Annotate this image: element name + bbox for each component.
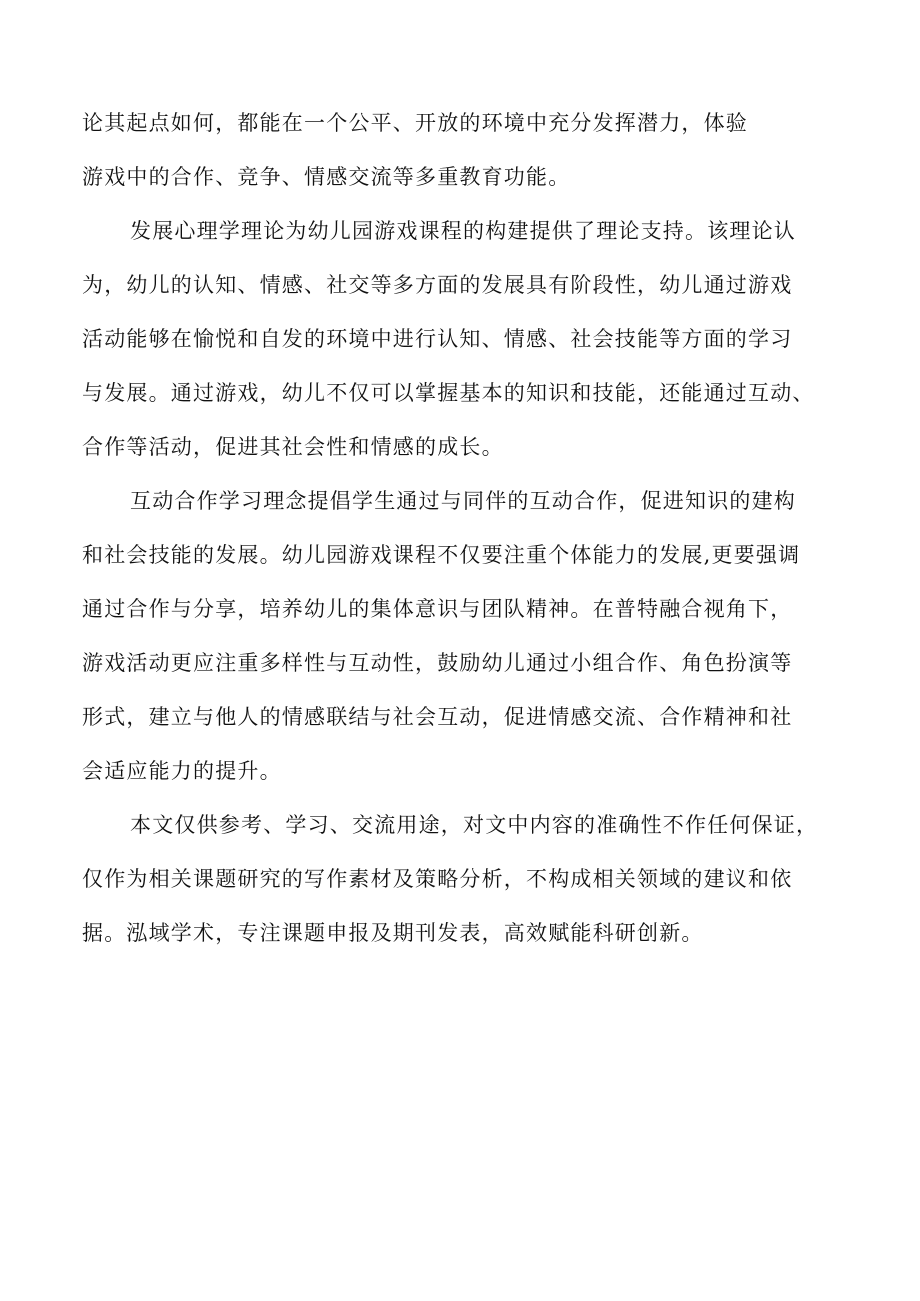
document-body (82, 96, 834, 960)
paragraph-line: 互动合作学习理念提倡学生通过与同伴的互动合作，促进知识的建构 (130, 489, 796, 513)
paragraph-3 (82, 474, 834, 798)
paragraph-line: 形式，建立与他人的情感联结与社会互动，促进情感交流、合作精神和社 (82, 705, 793, 729)
paragraph-line: 仅作为相关课题研究的写作素材及策略分析，不构成相关领域的建议和依 (82, 867, 793, 891)
paragraph-line: 发展心理学理论为幼儿园游戏课程的构建提供了理论支持。该理论认 (130, 219, 796, 243)
paragraph-line: 通过合作与分享，培养幼儿的集体意识与团队精神。在普特融合视角下， (82, 597, 793, 621)
paragraph-line: 活动能够在愉悦和自发的环境中进行认知、情感、社会技能等方面的学习 (82, 327, 793, 351)
paragraph-1 (82, 96, 834, 204)
paragraph-line: 和社会技能的发展。幼儿园游戏课程不仅要注重个体能力的发展,更要强调 (82, 543, 801, 567)
paragraph-line: 游戏中的合作、竞争、情感交流等多重教育功能。 (82, 165, 571, 189)
paragraph-4 (82, 798, 834, 960)
paragraph-line: 为，幼儿的认知、情感、社交等多方面的发展具有阶段性，幼儿通过游戏 (82, 273, 793, 297)
paragraph-line: 游戏活动更应注重多样性与互动性，鼓励幼儿通过小组合作、角色扮演等 (82, 651, 793, 675)
paragraph-line: 据。泓域学术，专注课题申报及期刊发表，高效赋能科研创新。 (82, 921, 704, 945)
paragraph-line: 论其起点如何，都能在一个公平、开放的环境中充分发挥潜力，体验 (82, 111, 748, 135)
paragraph-line: 本文仅供参考、学习、交流用途，对文中内容的准确性不作任何保证， (130, 813, 819, 837)
paragraph-line: 会适应能力的提升。 (82, 759, 282, 783)
paragraph-line: 与发展。通过游戏，幼儿不仅可以掌握基本的知识和技能，还能通过互动、 (82, 381, 815, 405)
paragraph-2 (82, 204, 834, 474)
paragraph-line: 合作等活动，促进其社会性和情感的成长。 (82, 435, 504, 459)
